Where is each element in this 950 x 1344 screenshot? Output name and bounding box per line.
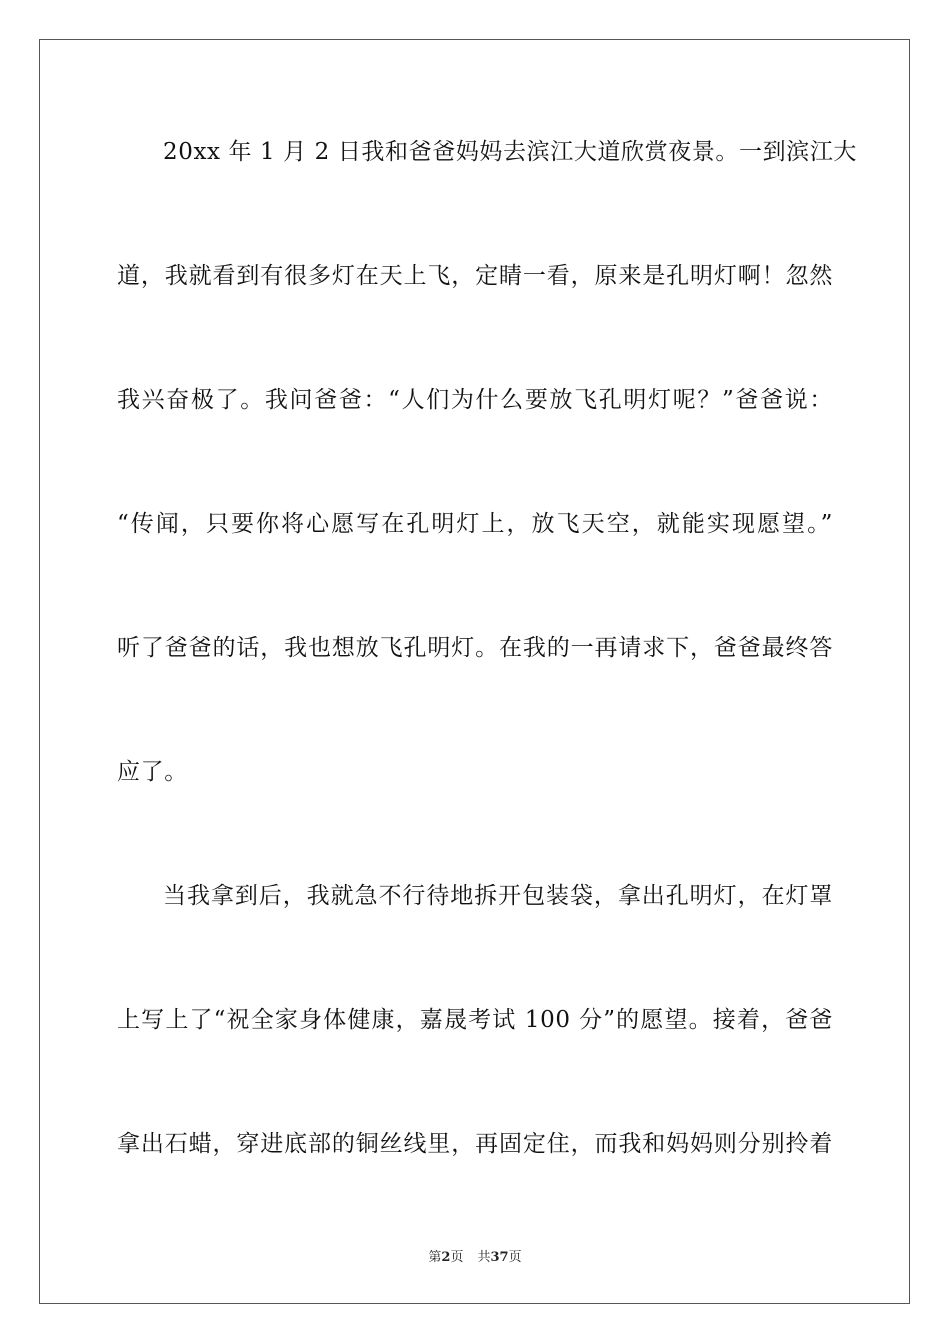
paragraph-line: 道，我就看到有很多灯在天上飞，定睛一看，原来是孔明灯啊！忽然 <box>117 263 833 289</box>
total-suffix: 页 <box>508 1250 522 1265</box>
page-prefix: 第 <box>428 1250 442 1265</box>
page-suffix: 页 <box>450 1250 464 1265</box>
paragraph-line: 上写上了“祝全家身体健康，嘉晟考试 100 分”的愿望。接着，爸爸 <box>117 1007 833 1033</box>
paragraph-line: 当我拿到后，我就急不行待地拆开包装袋，拿出孔明灯，在灯罩 <box>163 883 833 909</box>
paragraph-line: 听了爸爸的话，我也想放飞孔明灯。在我的一再请求下，爸爸最终答 <box>117 635 833 661</box>
total-pages: 37 <box>490 1250 509 1265</box>
page-footer <box>0 1246 950 1265</box>
paragraph-line: 20xx 年 1 月 2 日我和爸爸妈妈去滨江大道欣赏夜景。一到滨江大 <box>163 139 858 165</box>
paragraph-line: 拿出石蜡，穿进底部的铜丝线里，再固定住，而我和妈妈则分别拎着 <box>117 1131 833 1157</box>
paragraph-line: 我兴奋极了。我问爸爸：“人们为什么要放飞孔明灯呢？”爸爸说： <box>117 387 833 413</box>
page-number: 2 <box>441 1250 451 1265</box>
paragraph-line: 应了。 <box>117 759 188 785</box>
paragraph-line: “传闻，只要你将心愿写在孔明灯上，放飞天空，就能实现愿望。” <box>117 511 833 537</box>
page-border <box>39 39 910 1304</box>
total-prefix: 共 <box>477 1250 491 1265</box>
